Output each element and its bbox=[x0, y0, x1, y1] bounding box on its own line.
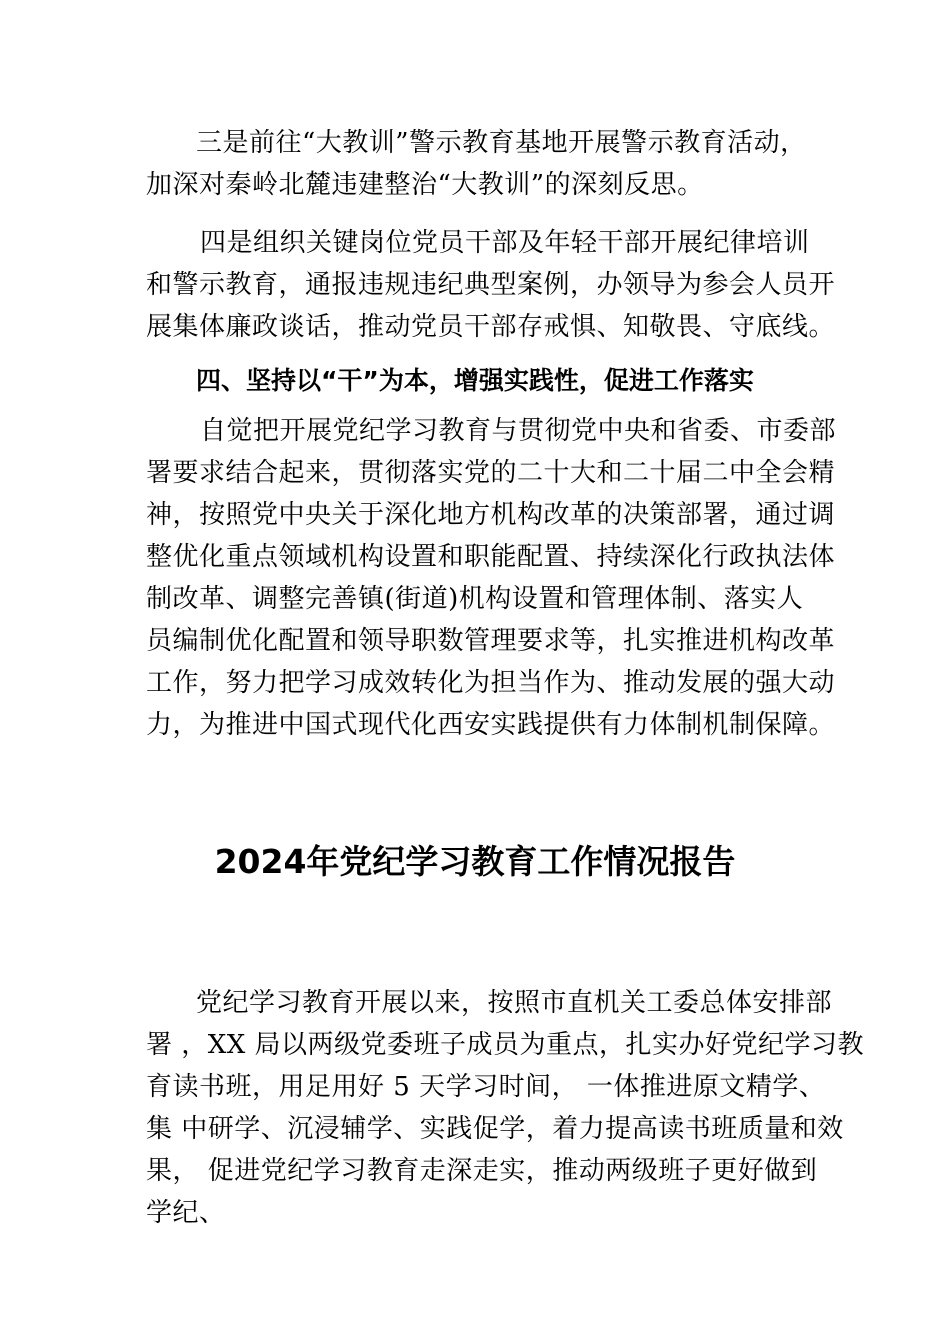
section-4-heading: 四、坚持以“干”为本，增强实践性，促进工作落实 bbox=[196, 366, 754, 395]
section-4-line-7: 工作，努力把学习成效转化为担当作为、推动发展的强大动 bbox=[146, 668, 836, 698]
paragraph-4-line-2: 和警示教育，通报违规违纪典型案例，办领导为参会人员开 bbox=[146, 270, 836, 300]
report-title: 2024年党纪学习教育工作情况报告 bbox=[214, 842, 736, 881]
section-4-line-4: 整优化重点领域机构设置和职能配置、持续深化行政执法体 bbox=[146, 542, 836, 572]
section-4-line-5: 制改革、调整完善镇(街道)机构设置和管理体制、落实人 bbox=[146, 584, 804, 614]
section-4-line-6: 员编制优化配置和领导职数管理要求等，扎实推进机构改革 bbox=[146, 626, 836, 656]
section-4-line-1: 自觉把开展党纪学习教育与贯彻党中央和省委、市委部 bbox=[200, 416, 837, 446]
report-line-1: 党纪学习教育开展以来，按照市直机关工委总体安排部 bbox=[196, 988, 833, 1018]
paragraph-4-line-1: 四是组织关键岗位党员干部及年轻干部开展纪律培训 bbox=[200, 228, 810, 258]
report-line-3: 育读书班，用足用好 5 天学习时间， 一体推进原文精学、 bbox=[146, 1072, 826, 1102]
section-4-line-2: 署要求结合起来，贯彻落实党的二十大和二十届二中全会精 bbox=[146, 458, 836, 488]
paragraph-3-line-1: 三是前往“大教训”警示教育基地开展警示教育活动， bbox=[196, 128, 807, 158]
report-line-5: 果， 促进党纪学习教育走深走实，推动两级班子更好做到 bbox=[146, 1156, 818, 1186]
report-line-4: 集 中研学、沉浸辅学、实践促学，着力提高读书班质量和效 bbox=[146, 1114, 844, 1144]
section-4-line-3: 神，按照党中央关于深化地方机构改革的决策部署，通过调 bbox=[146, 500, 836, 530]
section-4-line-8: 力，为推进中国式现代化西安实践提供有力体制机制保障。 bbox=[146, 710, 836, 740]
report-line-6: 学纪、 bbox=[146, 1198, 226, 1228]
paragraph-3-line-2: 加深对秦岭北麓违建整治“大教训”的深刻反思。 bbox=[146, 170, 704, 200]
report-line-2: 署 ，XX 局以两级党委班子成员为重点，扎实办好党纪学习教 bbox=[146, 1030, 865, 1060]
paragraph-4-line-3: 展集体廉政谈话，推动党员干部存戒惧、知敬畏、守底线。 bbox=[146, 312, 836, 342]
